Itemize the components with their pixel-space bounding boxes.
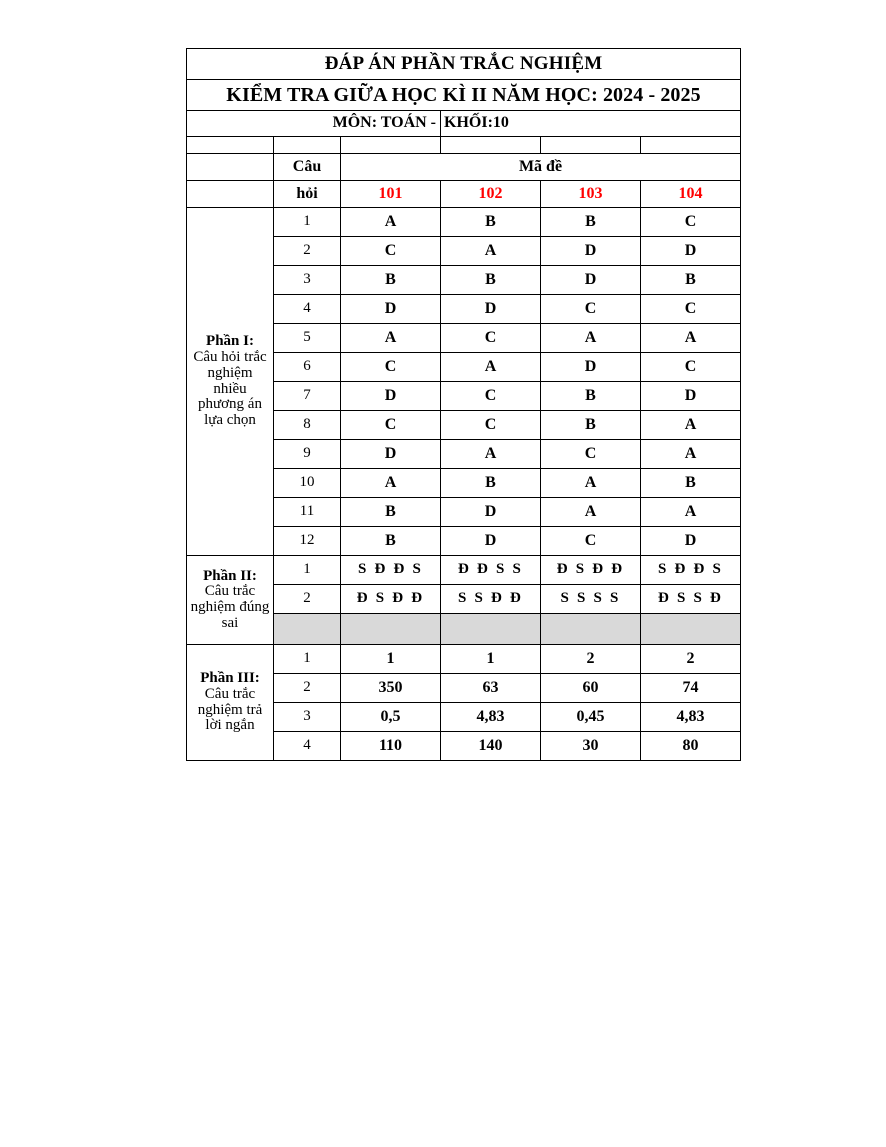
exam-code-104: 104: [641, 181, 741, 208]
header-row-codes: [187, 181, 741, 208]
question-number: 1: [274, 556, 341, 585]
answer-cell: B: [441, 266, 541, 295]
question-number: 12: [274, 527, 341, 556]
answer-cell: A: [341, 208, 441, 237]
answer-cell: Đ S Đ Đ: [341, 585, 441, 614]
answer-cell: Đ S Đ Đ: [541, 556, 641, 585]
part-2-title: Phần II:: [203, 567, 257, 584]
answer-cell: 110: [341, 732, 441, 761]
answer-cell: 2: [541, 645, 641, 674]
question-number: 2: [274, 237, 341, 266]
answer-cell: D: [441, 527, 541, 556]
answer-cell: A: [341, 469, 441, 498]
question-number: 2: [274, 585, 341, 614]
answer-cell: A: [641, 498, 741, 527]
question-number: 4: [274, 295, 341, 324]
question-number: 9: [274, 440, 341, 469]
answer-cell: 63: [441, 674, 541, 703]
answer-cell: 350: [341, 674, 441, 703]
answer-cell: C: [341, 353, 441, 382]
exam-code-101: 101: [341, 181, 441, 208]
question-number: 10: [274, 469, 341, 498]
shaded-cell-qnum: [274, 614, 341, 645]
answer-cell: Đ S S Đ: [641, 585, 741, 614]
question-number: 5: [274, 324, 341, 353]
answer-cell: C: [541, 440, 641, 469]
answer-cell: D: [341, 382, 441, 411]
part-3-title: Phần III:: [200, 670, 260, 686]
title-main-row: [187, 49, 741, 80]
question-number: 6: [274, 353, 341, 382]
spacer-cell-3: [341, 137, 441, 154]
header-question-label-line2: hỏi: [274, 181, 341, 208]
answer-key-body: [187, 49, 741, 761]
answer-cell: 4,83: [641, 703, 741, 732]
answer-cell: C: [541, 527, 641, 556]
answer-cell: B: [441, 208, 541, 237]
shaded-cell: [541, 614, 641, 645]
answer-cell: D: [441, 295, 541, 324]
part-2-label: [187, 556, 274, 645]
answer-cell: A: [441, 353, 541, 382]
answer-cell: A: [441, 440, 541, 469]
shaded-cell: [341, 614, 441, 645]
answer-cell: C: [441, 411, 541, 440]
part-1-description: Câu hỏi trắc nghiệm nhiều phương án lựa chọn: [193, 349, 267, 428]
question-number: 1: [274, 645, 341, 674]
answer-cell: 140: [441, 732, 541, 761]
answer-cell: D: [541, 353, 641, 382]
spacer-cell-4: [441, 137, 541, 154]
answer-cell: C: [641, 208, 741, 237]
answer-cell: B: [641, 469, 741, 498]
answer-cell: 2: [641, 645, 741, 674]
answer-cell: B: [641, 266, 741, 295]
answer-cell: D: [641, 382, 741, 411]
answer-cell: B: [341, 527, 441, 556]
shaded-cell: [441, 614, 541, 645]
table-row: [187, 208, 741, 237]
answer-key-table: [186, 48, 741, 761]
header-blank-left-2: [187, 181, 274, 208]
spacer-cell-1: [187, 137, 274, 154]
answer-cell: C: [541, 295, 641, 324]
answer-cell: C: [441, 382, 541, 411]
shaded-cell: [641, 614, 741, 645]
header-row-top: [187, 154, 741, 181]
header-question-label-line1: Câu: [274, 154, 341, 181]
spacer-cell-2: [274, 137, 341, 154]
question-number: 8: [274, 411, 341, 440]
answer-cell: B: [541, 411, 641, 440]
part-3-label: [187, 645, 274, 761]
answer-cell: D: [341, 440, 441, 469]
table-row: [187, 556, 741, 585]
answer-cell: B: [341, 266, 441, 295]
answer-cell: 60: [541, 674, 641, 703]
question-number: 3: [274, 266, 341, 295]
answer-cell: C: [641, 295, 741, 324]
answer-cell: A: [541, 324, 641, 353]
answer-cell: B: [441, 469, 541, 498]
answer-cell: A: [641, 324, 741, 353]
question-number: 7: [274, 382, 341, 411]
answer-cell: C: [641, 353, 741, 382]
answer-cell: A: [341, 324, 441, 353]
answer-cell: S Đ Đ S: [641, 556, 741, 585]
answer-cell: 1: [341, 645, 441, 674]
answer-cell: Đ Đ S S: [441, 556, 541, 585]
title-sub-row: [187, 80, 741, 111]
question-number: 2: [274, 674, 341, 703]
answer-cell: A: [541, 469, 641, 498]
answer-cell: S S Đ Đ: [441, 585, 541, 614]
question-number: 3: [274, 703, 341, 732]
question-number: 1: [274, 208, 341, 237]
header-blank-left: [187, 154, 274, 181]
subject-name: MÔN: TOÁN -: [187, 111, 441, 137]
answer-cell: C: [341, 411, 441, 440]
question-number: 11: [274, 498, 341, 527]
spacer-cell-5: [541, 137, 641, 154]
document-title-sub: KIỂM TRA GIỮA HỌC KÌ II NĂM HỌC: 2024 - 2025: [187, 80, 741, 111]
answer-cell: C: [441, 324, 541, 353]
part-3-description: Câu trắc nghiệm trả lời ngắn: [197, 685, 263, 734]
part-2-description: Câu trắc nghiệm đúng sai: [190, 583, 270, 631]
answer-cell: D: [441, 498, 541, 527]
answer-key-sheet: [186, 48, 740, 761]
part-1-label: [187, 208, 274, 556]
answer-cell: D: [641, 237, 741, 266]
answer-cell: S Đ Đ S: [341, 556, 441, 585]
answer-cell: B: [541, 208, 641, 237]
answer-cell: B: [341, 498, 441, 527]
spacer-row: [187, 137, 741, 154]
answer-cell: 0,45: [541, 703, 641, 732]
answer-cell: 4,83: [441, 703, 541, 732]
answer-cell: D: [541, 266, 641, 295]
answer-cell: 0,5: [341, 703, 441, 732]
question-number: 4: [274, 732, 341, 761]
answer-cell: B: [541, 382, 641, 411]
answer-cell: A: [541, 498, 641, 527]
header-exam-code-label: Mã đề: [341, 154, 741, 181]
table-row: [187, 645, 741, 674]
answer-cell: A: [641, 411, 741, 440]
answer-cell: D: [641, 527, 741, 556]
answer-cell: C: [341, 237, 441, 266]
answer-cell: 80: [641, 732, 741, 761]
answer-cell: S S S S: [541, 585, 641, 614]
grade-level: KHỐI:10: [441, 111, 741, 137]
exam-code-103: 103: [541, 181, 641, 208]
answer-cell: D: [541, 237, 641, 266]
exam-code-102: 102: [441, 181, 541, 208]
subject-row: [187, 111, 741, 137]
document-title-main: ĐÁP ÁN PHẦN TRẮC NGHIỆM: [187, 49, 741, 80]
spacer-cell-6: [641, 137, 741, 154]
answer-cell: 74: [641, 674, 741, 703]
part-1-title: Phần I:: [206, 333, 254, 350]
answer-cell: D: [341, 295, 441, 324]
answer-cell: A: [441, 237, 541, 266]
answer-cell: 1: [441, 645, 541, 674]
answer-cell: 30: [541, 732, 641, 761]
answer-cell: A: [641, 440, 741, 469]
